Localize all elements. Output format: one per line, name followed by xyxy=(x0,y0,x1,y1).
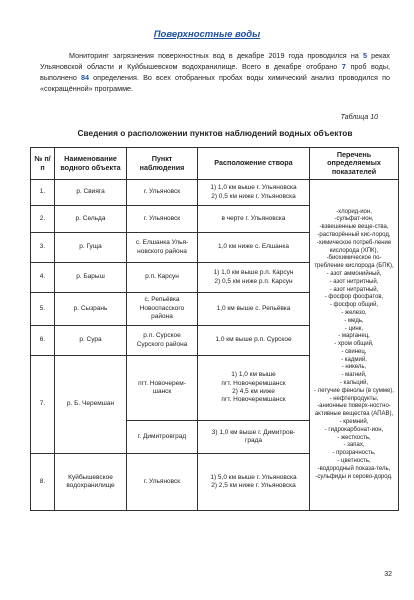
row-point: с. Елшанка Улья-новского района xyxy=(127,233,198,263)
location-line: пгт. Новочеремшанск xyxy=(221,379,286,387)
location-line: 2) 2,5 км ниже г. Ульяновска xyxy=(211,482,296,489)
param-item: - жесткость, xyxy=(337,434,371,441)
row-location: 1,0 км выше с. Репьёвка xyxy=(198,293,310,326)
location-line: града xyxy=(244,437,262,444)
table-header-row xyxy=(31,148,399,180)
row-num: 1. xyxy=(31,180,55,206)
row-object: р. Свияга xyxy=(55,180,127,206)
row-num: 6. xyxy=(31,326,55,356)
param-item: - запах, xyxy=(343,442,365,449)
intro-text-4: определения. Во всех отобранных пробах воды химический анализ проводился по «сокращённой» программе. xyxy=(40,73,390,93)
row-point: р.п. Сурское Сурского района xyxy=(127,326,198,356)
row-location: в черте г. Ульяновска xyxy=(198,206,310,233)
intro-text-1: Мониторинг загрязнения поверхностных вод в декабре 2019 года проводился на xyxy=(69,51,363,60)
param-item: - летучие фенолы (в сумме), xyxy=(314,387,394,394)
param-item: - нефтепродукты, xyxy=(329,395,379,402)
param-item: -анионные поверх-ностно-активные вещества (АПАВ), xyxy=(314,403,394,418)
location-line: 1) 1,0 км выше г. Ульяновска xyxy=(210,184,297,192)
location-line: 2) 0,5 км ниже р.п. Карсун xyxy=(214,277,293,285)
row-location xyxy=(198,421,310,454)
samples-count: 7 xyxy=(341,62,346,71)
row-point: г. Димитровград xyxy=(127,421,198,454)
param-item: - кальций, xyxy=(339,380,369,387)
page-title: Поверхностные воды xyxy=(153,29,261,40)
row-point: г. Ульяновск xyxy=(127,180,198,206)
param-item: - фосфор общий, xyxy=(329,302,379,309)
param-item: -растворённый кис-лород, xyxy=(317,231,391,238)
location-line: 2) 4,5 км ниже xyxy=(232,388,275,395)
row-num: 8. xyxy=(31,454,55,511)
params-list xyxy=(310,180,399,511)
param-item: - свинец, xyxy=(341,348,367,355)
location-line: 3) 1,0 км выше г. Димитров- xyxy=(211,428,296,436)
determinations-count: 84 xyxy=(81,73,90,82)
intro-text-2: реках Ульяновской области и Куйбышевском водохранилище. Всего в декабре отобрано xyxy=(40,51,391,71)
location-line: пгт. Новочеремшанск xyxy=(221,396,286,404)
rivers-count: 5 xyxy=(362,51,367,60)
row-point: г. Ульяновск xyxy=(127,206,198,233)
row-location: 1,0 км выше р.п. Сурское xyxy=(198,326,310,356)
intro-text-3: проб воды, выполнено xyxy=(40,62,390,82)
param-item: - гидрокарбонат-ион, xyxy=(324,426,384,433)
param-item: -сульфиды и серово-дород. xyxy=(315,473,393,480)
param-item: - магний, xyxy=(341,372,367,379)
row-point: пгт. Новочерем-шанск xyxy=(127,356,198,421)
param-item: - железо, xyxy=(341,309,367,316)
row-location xyxy=(198,454,310,511)
row-object: р. Барыш xyxy=(55,263,127,293)
row-object: Куйбышевское водохранилище xyxy=(55,454,127,511)
intro-paragraph xyxy=(40,50,390,94)
param-item: - цветность, xyxy=(337,458,371,465)
col-header-object: Наименование водного объекта xyxy=(55,148,127,180)
row-num: 7. xyxy=(31,356,55,454)
param-item: -водородный показа-тель, xyxy=(317,465,391,472)
row-num: 4. xyxy=(31,263,55,293)
row-object: р. Сельда xyxy=(55,206,127,233)
location-line: 2) 0,5 км ниже г. Ульяновска xyxy=(211,192,296,200)
row-location xyxy=(198,356,310,421)
row-location xyxy=(198,263,310,293)
param-item: - азот нитратный, xyxy=(329,286,379,293)
param-item: -биохимическое по-требление кислорода (БПК), xyxy=(314,255,394,270)
param-item: -хлорид-ион, xyxy=(336,208,372,215)
row-point: р.п. Карсун xyxy=(127,263,198,293)
row-object: р. Сызрань xyxy=(55,293,127,326)
col-header-params: Перечень определяемых показателей xyxy=(310,148,399,180)
location-line: 1) 1,0 км выше р.п. Карсун xyxy=(213,269,294,277)
row-location xyxy=(198,180,310,206)
row-num: 2. xyxy=(31,206,55,233)
param-item: - фосфор фосфатов, xyxy=(324,294,384,301)
param-item: - прозрачность, xyxy=(332,450,376,457)
observation-points-table xyxy=(30,147,399,511)
param-item: - медь, xyxy=(344,317,364,324)
param-item: -химическое потреб-ление кислорода (ХПК), xyxy=(316,239,392,254)
page-number: 32 xyxy=(384,571,392,578)
table-row xyxy=(31,180,399,206)
param-item: - цинк, xyxy=(344,325,364,332)
col-header-num: № п/п xyxy=(31,148,55,180)
row-num: 5. xyxy=(31,293,55,326)
table-label: Таблица 10 xyxy=(340,114,378,121)
row-point: с. Репьёвка Новоспасского района xyxy=(127,293,198,326)
table-caption: Сведения о расположении пунктов наблюдений водных объектов xyxy=(77,128,353,138)
param-item: - кадмий, xyxy=(341,356,367,363)
row-point: г. Ульяновск xyxy=(127,454,198,511)
row-object: р. Б. Черемшан xyxy=(55,356,127,454)
col-header-location: Расположение створа xyxy=(198,148,310,180)
param-item: - хром общий, xyxy=(334,341,374,348)
row-num: 3. xyxy=(31,233,55,263)
param-item: - азот нитритный, xyxy=(329,278,379,285)
location-line: 1) 1,0 км выше xyxy=(231,371,276,379)
param-item: - азот аммонийный, xyxy=(326,270,382,277)
row-object: р. Гуща xyxy=(55,233,127,263)
param-item: - кремний, xyxy=(339,419,369,426)
row-object: р. Сура xyxy=(55,326,127,356)
param-item: -сульфат-ион, xyxy=(334,216,374,223)
param-item: -взвешенные веще-ства, xyxy=(319,224,389,231)
param-item: - никель, xyxy=(341,364,367,371)
param-item: - марганец, xyxy=(338,333,370,340)
col-header-point: Пункт наблюдения xyxy=(127,148,198,180)
location-line: 1) 5,0 км выше г. Ульяновска xyxy=(210,473,297,481)
row-location: 1,0 км ниже с. Елшанка xyxy=(198,233,310,263)
